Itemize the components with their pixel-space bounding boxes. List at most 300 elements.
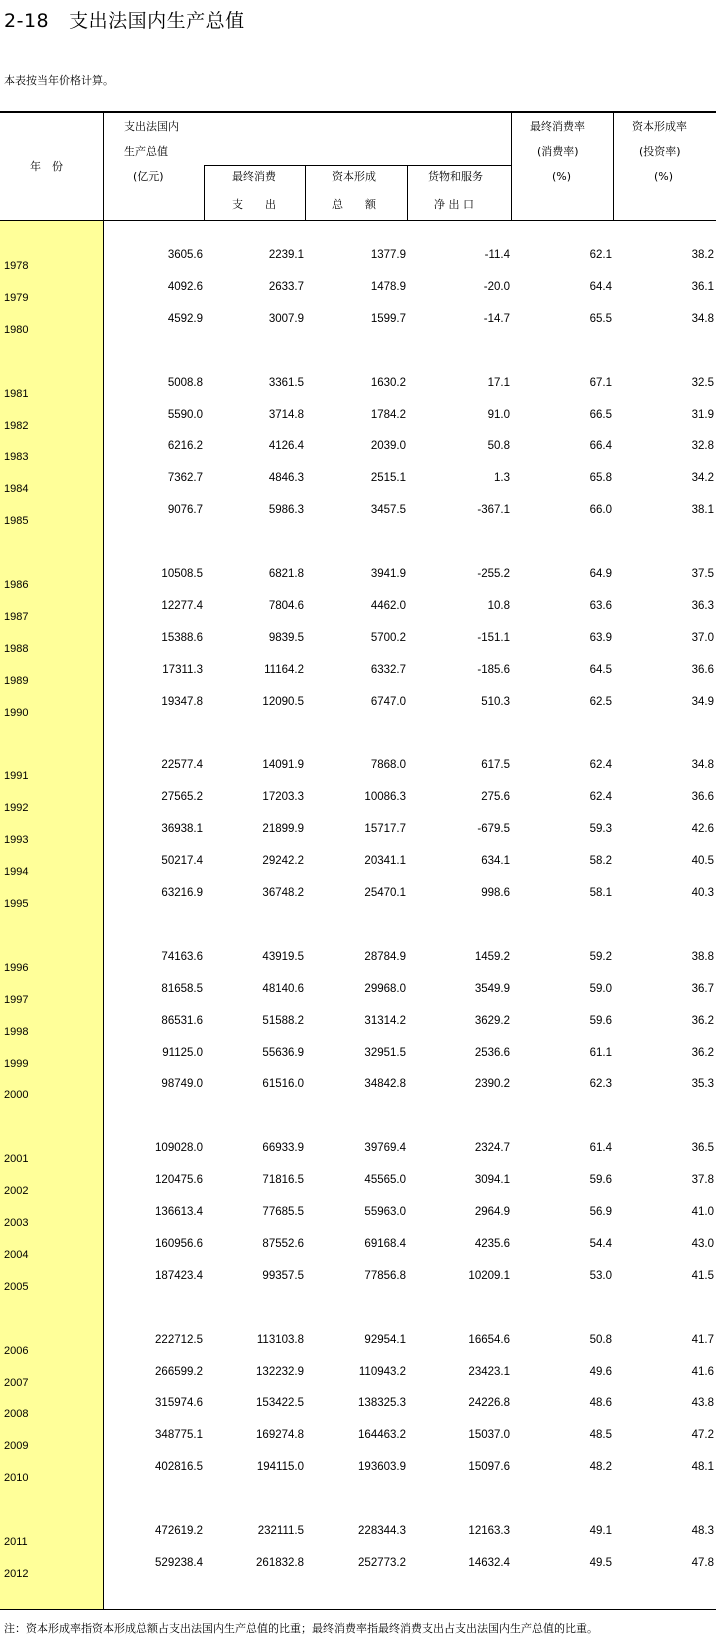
year-cell: 2009	[4, 1440, 29, 1453]
gdp-cell: 3605.6	[167, 249, 203, 261]
consumption-rate-cell: 66.5	[589, 408, 612, 421]
net-exports-cell: 10209.1	[468, 1269, 510, 1282]
table-bottom-rule	[0, 1609, 716, 1610]
capital-formation-cell: 34842.8	[364, 1078, 406, 1091]
investment-rate-cell: 37.8	[691, 1174, 714, 1187]
final-consumption-cell: 232111.5	[257, 1525, 304, 1537]
net-exports-cell: 3549.9	[474, 982, 510, 995]
capital-formation-cell: 32951.5	[364, 1046, 406, 1059]
gdp-cell: 187423.4	[155, 1269, 203, 1282]
table-row	[0, 632, 717, 654]
consumption-rate-cell: 64.5	[589, 663, 612, 676]
consumption-rate-cell: 64.9	[589, 568, 612, 580]
net-exports-cell: -14.7	[483, 312, 510, 325]
header-gdp-line1: 支出法国内	[124, 120, 179, 133]
capital-formation-cell: 39769.4	[364, 1142, 406, 1155]
consumption-rate-cell: 65.8	[589, 472, 612, 485]
header-gdp-line2: 生产总值	[124, 145, 168, 158]
table-row	[0, 281, 717, 303]
table-header	[0, 113, 716, 221]
price-note: 本表按当年价格计算。	[4, 74, 114, 87]
net-exports-cell: 2324.7	[474, 1142, 510, 1155]
year-cell: 1990	[4, 706, 29, 719]
table-row	[0, 568, 717, 590]
table-row	[0, 1461, 717, 1483]
header-investment-rate-line2: (投资率)	[639, 145, 681, 158]
final-consumption-cell: 21899.9	[262, 823, 304, 836]
gdp-cell: 15388.6	[161, 631, 203, 644]
header-consumption-line1: 最终消费	[232, 170, 276, 183]
year-cell: 1991	[4, 770, 29, 783]
gdp-cell: 50217.4	[161, 855, 203, 868]
investment-rate-cell: 34.2	[691, 472, 714, 485]
net-exports-cell: 17.1	[487, 376, 510, 389]
consumption-rate-cell: 62.3	[589, 1078, 612, 1091]
table-row	[0, 600, 717, 622]
capital-formation-cell: 1599.7	[370, 312, 406, 325]
consumption-rate-cell: 61.1	[589, 1046, 612, 1059]
gdp-cell: 7362.7	[167, 472, 203, 485]
table-row	[0, 664, 717, 686]
table-row	[0, 504, 717, 526]
capital-formation-cell: 6332.7	[370, 663, 406, 676]
investment-rate-cell: 36.7	[691, 982, 714, 995]
net-exports-cell: -151.1	[477, 631, 510, 644]
final-consumption-cell: 3361.5	[268, 376, 304, 389]
investment-rate-cell: 38.2	[691, 249, 714, 261]
header-investment-rate-unit: (%)	[654, 170, 674, 183]
net-exports-cell: 15097.6	[468, 1461, 510, 1474]
final-consumption-cell: 99357.5	[262, 1269, 304, 1282]
capital-formation-cell: 1630.2	[370, 376, 406, 389]
table-row	[0, 1334, 717, 1356]
year-cell: 2004	[4, 1248, 29, 1261]
year-cell: 1985	[4, 515, 29, 528]
final-consumption-cell: 3007.9	[268, 312, 304, 325]
investment-rate-cell: 40.3	[691, 887, 714, 899]
capital-formation-cell: 4462.0	[370, 599, 406, 612]
investment-rate-cell: 36.5	[691, 1142, 714, 1155]
year-cell: 2007	[4, 1376, 29, 1389]
gdp-cell: 36938.1	[161, 823, 203, 836]
year-cell: 1996	[4, 961, 29, 974]
consumption-rate-cell: 58.1	[589, 887, 612, 899]
year-cell: 1984	[4, 483, 29, 496]
gdp-cell: 136613.4	[155, 1206, 203, 1218]
header-netexports-line1: 货物和服务	[428, 170, 483, 183]
consumption-rate-cell: 66.4	[589, 440, 612, 453]
consumption-rate-cell: 48.6	[589, 1397, 612, 1410]
table-row	[0, 791, 717, 813]
gdp-cell: 81658.5	[161, 982, 203, 995]
capital-formation-cell: 1784.2	[370, 408, 406, 421]
year-cell: 1982	[4, 419, 29, 432]
year-cell: 1978	[4, 260, 29, 272]
consumption-rate-cell: 61.4	[589, 1142, 612, 1155]
table-row	[0, 855, 717, 877]
table-row	[0, 1397, 717, 1419]
table-row	[0, 983, 717, 1005]
net-exports-cell: 3629.2	[474, 1014, 510, 1027]
net-exports-cell: 1459.2	[474, 950, 510, 963]
net-exports-cell: 50.8	[487, 440, 510, 453]
table-title	[4, 6, 245, 33]
gdp-cell: 266599.2	[155, 1365, 203, 1378]
final-consumption-cell: 48140.6	[262, 982, 304, 995]
table-number: 2-18	[4, 10, 50, 32]
capital-formation-cell: 7868.0	[370, 759, 406, 772]
year-cell: 1988	[4, 642, 29, 655]
net-exports-cell: -367.1	[477, 504, 510, 517]
net-exports-cell: 23423.1	[468, 1365, 510, 1378]
consumption-rate-cell: 48.5	[589, 1429, 612, 1442]
gdp-cell: 27565.2	[161, 791, 203, 804]
capital-formation-cell: 138325.3	[358, 1397, 406, 1410]
year-cell: 1994	[4, 866, 29, 879]
capital-formation-cell: 28784.9	[364, 950, 406, 963]
gdp-cell: 9076.7	[167, 504, 203, 517]
year-cell: 2010	[4, 1472, 29, 1485]
table-row	[0, 472, 717, 494]
gdp-cell: 472619.2	[155, 1525, 203, 1537]
investment-rate-cell: 36.6	[691, 663, 714, 676]
capital-formation-cell: 5700.2	[370, 631, 406, 644]
table-row	[0, 887, 717, 909]
investment-rate-cell: 43.0	[691, 1237, 714, 1250]
table-row	[0, 313, 717, 335]
capital-formation-cell: 69168.4	[364, 1237, 406, 1250]
final-consumption-cell: 194115.0	[256, 1461, 304, 1474]
final-consumption-cell: 9839.5	[268, 631, 304, 644]
table-row	[0, 1174, 717, 1196]
final-consumption-cell: 17203.3	[262, 791, 304, 804]
capital-formation-cell: 31314.2	[364, 1014, 406, 1027]
investment-rate-cell: 34.8	[691, 759, 714, 772]
consumption-rate-cell: 54.4	[589, 1237, 612, 1250]
year-cell: 2000	[4, 1089, 29, 1102]
net-exports-cell: 10.8	[487, 599, 510, 612]
gdp-cell: 98749.0	[161, 1078, 203, 1091]
investment-rate-cell: 40.5	[691, 855, 714, 868]
header-consumption-rate-unit: (%)	[552, 170, 572, 183]
net-exports-cell: 275.6	[481, 791, 510, 804]
table-row	[0, 1429, 717, 1451]
table-row	[0, 1047, 717, 1069]
gdp-cell: 86531.6	[161, 1014, 203, 1027]
capital-formation-cell: 92954.1	[364, 1333, 406, 1346]
final-consumption-cell: 77685.5	[262, 1206, 304, 1218]
year-cell: 1986	[4, 579, 29, 591]
net-exports-cell: 16654.6	[468, 1333, 510, 1346]
header-consumption-rate-line2: (消费率)	[537, 145, 579, 158]
gdp-cell: 402816.5	[155, 1461, 203, 1474]
net-exports-cell: -679.5	[477, 823, 510, 836]
gdp-cell: 5590.0	[167, 408, 203, 421]
year-cell: 2011	[4, 1536, 28, 1548]
final-consumption-cell: 4126.4	[268, 440, 304, 453]
year-cell: 1993	[4, 834, 29, 847]
gdp-cell: 160956.6	[155, 1237, 203, 1250]
consumption-rate-cell: 50.8	[589, 1333, 612, 1346]
year-cell: 1999	[4, 1057, 29, 1070]
table-row	[0, 951, 717, 973]
investment-rate-cell: 37.5	[691, 568, 714, 580]
final-consumption-cell: 2633.7	[268, 280, 304, 293]
table-row	[0, 249, 717, 271]
net-exports-cell: -255.2	[477, 568, 510, 580]
capital-formation-cell: 3457.5	[370, 504, 406, 517]
year-cell: 2006	[4, 1344, 29, 1357]
final-consumption-cell: 66933.9	[262, 1142, 304, 1155]
final-consumption-cell: 12090.5	[262, 695, 304, 708]
consumption-rate-cell: 59.3	[589, 823, 612, 836]
year-cell: 2001	[4, 1153, 29, 1166]
final-consumption-cell: 87552.6	[262, 1237, 304, 1250]
capital-formation-cell: 193603.9	[358, 1461, 406, 1474]
table-row	[0, 1238, 717, 1260]
investment-rate-cell: 43.8	[691, 1397, 714, 1410]
year-cell: 2012	[4, 1567, 29, 1580]
gdp-cell: 222712.5	[155, 1333, 203, 1346]
final-consumption-cell: 71816.5	[262, 1174, 304, 1187]
header-netexports-line2: 净 出 口	[434, 198, 474, 211]
table-row	[0, 1078, 717, 1100]
capital-formation-cell: 164463.2	[358, 1429, 406, 1442]
consumption-rate-cell: 48.2	[589, 1461, 612, 1474]
year-cell: 1983	[4, 451, 29, 464]
table-row	[0, 1142, 717, 1164]
final-consumption-cell: 51588.2	[262, 1014, 304, 1027]
final-consumption-cell: 4846.3	[268, 472, 304, 485]
table-row	[0, 759, 717, 781]
consumption-rate-cell: 49.6	[589, 1365, 612, 1378]
investment-rate-cell: 41.6	[691, 1365, 714, 1378]
year-cell: 2003	[4, 1217, 29, 1229]
consumption-rate-cell: 53.0	[589, 1269, 612, 1282]
net-exports-cell: -185.6	[477, 663, 510, 676]
consumption-rate-cell: 59.6	[589, 1174, 612, 1187]
consumption-rate-cell: 63.9	[589, 631, 612, 644]
year-cell: 1987	[4, 610, 29, 623]
gdp-cell: 4092.6	[167, 280, 203, 293]
gdp-cell: 348775.1	[155, 1429, 203, 1442]
capital-formation-cell: 3941.9	[370, 568, 406, 580]
consumption-rate-cell: 59.6	[589, 1014, 612, 1027]
consumption-rate-cell: 62.1	[589, 249, 612, 261]
year-cell: 2008	[4, 1408, 29, 1421]
consumption-rate-cell: 59.0	[589, 982, 612, 995]
capital-formation-cell: 6747.0	[370, 695, 406, 708]
table-row	[0, 377, 717, 399]
net-exports-cell: 1.3	[494, 472, 510, 485]
consumption-rate-cell: 56.9	[589, 1206, 612, 1218]
consumption-rate-cell: 63.6	[589, 599, 612, 612]
table-title-text: 支出法国内生产总值	[69, 10, 245, 32]
final-consumption-cell: 2239.1	[268, 249, 304, 261]
final-consumption-cell: 7804.6	[268, 599, 304, 612]
net-exports-cell: 510.3	[481, 695, 510, 708]
capital-formation-cell: 55963.0	[364, 1206, 406, 1218]
gdp-cell: 315974.6	[155, 1397, 203, 1410]
capital-formation-cell: 1478.9	[370, 280, 406, 293]
year-cell: 1981	[4, 387, 29, 400]
consumption-rate-cell: 66.0	[589, 504, 612, 517]
year-cell: 1998	[4, 1025, 29, 1038]
capital-formation-cell: 2039.0	[370, 440, 406, 453]
header-capital-line2: 总 额	[332, 198, 376, 211]
final-consumption-cell: 261832.8	[256, 1556, 304, 1569]
table-row	[0, 440, 717, 462]
consumption-rate-cell: 59.2	[589, 950, 612, 963]
year-cell: 1997	[4, 993, 29, 1006]
final-consumption-cell: 11164.2	[264, 663, 304, 676]
capital-formation-cell: 110943.2	[358, 1365, 406, 1378]
table-row	[0, 1525, 717, 1547]
gdp-cell: 22577.4	[161, 759, 203, 772]
net-exports-cell: 24226.8	[468, 1397, 510, 1410]
gdp-cell: 63216.9	[161, 887, 203, 899]
capital-formation-cell: 29968.0	[364, 982, 406, 995]
net-exports-cell: -11.4	[484, 249, 510, 261]
year-cell: 1995	[4, 898, 29, 910]
final-consumption-cell: 6821.8	[268, 568, 304, 580]
net-exports-cell: 2964.9	[474, 1206, 510, 1218]
gdp-cell: 5008.8	[167, 376, 203, 389]
gdp-cell: 6216.2	[167, 440, 203, 453]
year-cell: 1989	[4, 674, 29, 687]
consumption-rate-cell: 62.4	[589, 759, 612, 772]
investment-rate-cell: 31.9	[691, 408, 714, 421]
table-row	[0, 1015, 717, 1037]
header-year: 年 份	[30, 160, 63, 173]
investment-rate-cell: 42.6	[691, 823, 714, 836]
gdp-cell: 4592.9	[167, 312, 203, 325]
table-row	[0, 1206, 717, 1228]
investment-rate-cell: 37.0	[691, 631, 714, 644]
investment-rate-cell: 34.8	[691, 312, 714, 325]
net-exports-cell: 4235.6	[474, 1237, 510, 1250]
net-exports-cell: 998.6	[481, 887, 510, 899]
investment-rate-cell: 47.8	[691, 1556, 714, 1569]
capital-formation-cell: 25470.1	[364, 887, 406, 899]
final-consumption-cell: 5986.3	[268, 504, 304, 517]
table-row	[0, 823, 717, 845]
year-cell: 1992	[4, 802, 29, 815]
investment-rate-cell: 36.2	[691, 1014, 714, 1027]
gdp-cell: 74163.6	[161, 950, 203, 963]
consumption-rate-cell: 49.5	[589, 1556, 612, 1569]
header-consumption-rate-line1: 最终消费率	[530, 120, 585, 133]
investment-rate-cell: 38.8	[691, 950, 714, 963]
investment-rate-cell: 34.9	[691, 695, 714, 708]
consumption-rate-cell: 65.5	[589, 312, 612, 325]
capital-formation-cell: 1377.9	[370, 249, 406, 261]
investment-rate-cell: 41.0	[691, 1206, 714, 1218]
net-exports-cell: 617.5	[481, 759, 510, 772]
gdp-cell: 91125.0	[162, 1046, 203, 1059]
final-consumption-cell: 3714.8	[268, 408, 304, 421]
gdp-cell: 10508.5	[161, 568, 203, 580]
capital-formation-cell: 77856.8	[364, 1269, 406, 1282]
final-consumption-cell: 14091.9	[262, 759, 304, 772]
year-cell: 1980	[4, 323, 29, 336]
investment-rate-cell: 48.1	[691, 1461, 714, 1474]
gdp-cell: 12277.4	[161, 599, 203, 612]
consumption-rate-cell: 64.4	[589, 280, 612, 293]
final-consumption-cell: 169274.8	[256, 1429, 304, 1442]
net-exports-cell: 91.0	[487, 408, 510, 421]
table-row	[0, 696, 717, 718]
final-consumption-cell: 55636.9	[262, 1046, 304, 1059]
consumption-rate-cell: 62.5	[589, 695, 612, 708]
consumption-rate-cell: 62.4	[589, 791, 612, 804]
final-consumption-cell: 61516.0	[262, 1078, 304, 1091]
gdp-cell: 120475.6	[155, 1174, 203, 1187]
capital-formation-cell: 10086.3	[364, 791, 406, 804]
final-consumption-cell: 29242.2	[262, 855, 304, 868]
table-row	[0, 1557, 717, 1579]
capital-formation-cell: 45565.0	[364, 1174, 406, 1187]
investment-rate-cell: 35.3	[691, 1078, 714, 1091]
gdp-cell: 529238.4	[155, 1556, 203, 1569]
investment-rate-cell: 36.6	[691, 791, 714, 804]
net-exports-cell: 2536.6	[474, 1046, 510, 1059]
gdp-cell: 109028.0	[155, 1142, 203, 1155]
gdp-cell: 17311.3	[162, 663, 203, 676]
capital-formation-cell: 15717.7	[364, 823, 406, 836]
table-row	[0, 409, 717, 431]
investment-rate-cell: 36.1	[691, 280, 714, 293]
investment-rate-cell: 41.7	[691, 1333, 714, 1346]
capital-formation-cell: 252773.2	[358, 1556, 406, 1569]
consumption-rate-cell: 58.2	[589, 855, 612, 868]
investment-rate-cell: 32.8	[691, 440, 714, 453]
consumption-rate-cell: 49.1	[589, 1525, 612, 1537]
investment-rate-cell: 48.3	[691, 1525, 714, 1537]
footnote: 注：资本形成率指资本形成总额占支出法国内生产总值的比重；最终消费率指最终消费支出占支出法国内生产总值的比重。	[4, 1622, 598, 1635]
net-exports-cell: 15037.0	[468, 1429, 510, 1442]
header-gdp-unit: (亿元)	[133, 170, 164, 183]
capital-formation-cell: 2515.1	[370, 472, 406, 485]
gdp-cell: 19347.8	[161, 695, 203, 708]
net-exports-cell: 3094.1	[474, 1174, 510, 1187]
investment-rate-cell: 36.2	[691, 1046, 714, 1059]
year-cell: 2005	[4, 1280, 29, 1293]
year-cell: 2002	[4, 1185, 29, 1198]
header-capital-line1: 资本形成	[332, 170, 376, 183]
capital-formation-cell: 20341.1	[364, 855, 406, 868]
final-consumption-cell: 132232.9	[256, 1365, 304, 1378]
investment-rate-cell: 47.2	[691, 1429, 714, 1442]
net-exports-cell: -20.0	[483, 280, 510, 293]
net-exports-cell: 2390.2	[474, 1078, 510, 1091]
investment-rate-cell: 32.5	[691, 376, 714, 389]
header-consumption-line2: 支 出	[232, 198, 276, 211]
year-cell: 1979	[4, 291, 29, 304]
investment-rate-cell: 36.3	[691, 599, 714, 612]
net-exports-cell: 634.1	[481, 855, 510, 868]
final-consumption-cell: 113103.8	[256, 1333, 304, 1346]
net-exports-cell: 14632.4	[468, 1556, 510, 1569]
table-row	[0, 1270, 717, 1292]
table-row	[0, 1366, 717, 1388]
investment-rate-cell: 41.5	[691, 1269, 714, 1282]
final-consumption-cell: 153422.5	[256, 1397, 304, 1410]
investment-rate-cell: 38.1	[691, 504, 714, 517]
final-consumption-cell: 43919.5	[262, 950, 304, 963]
capital-formation-cell: 228344.3	[358, 1525, 406, 1537]
net-exports-cell: 12163.3	[468, 1525, 510, 1537]
